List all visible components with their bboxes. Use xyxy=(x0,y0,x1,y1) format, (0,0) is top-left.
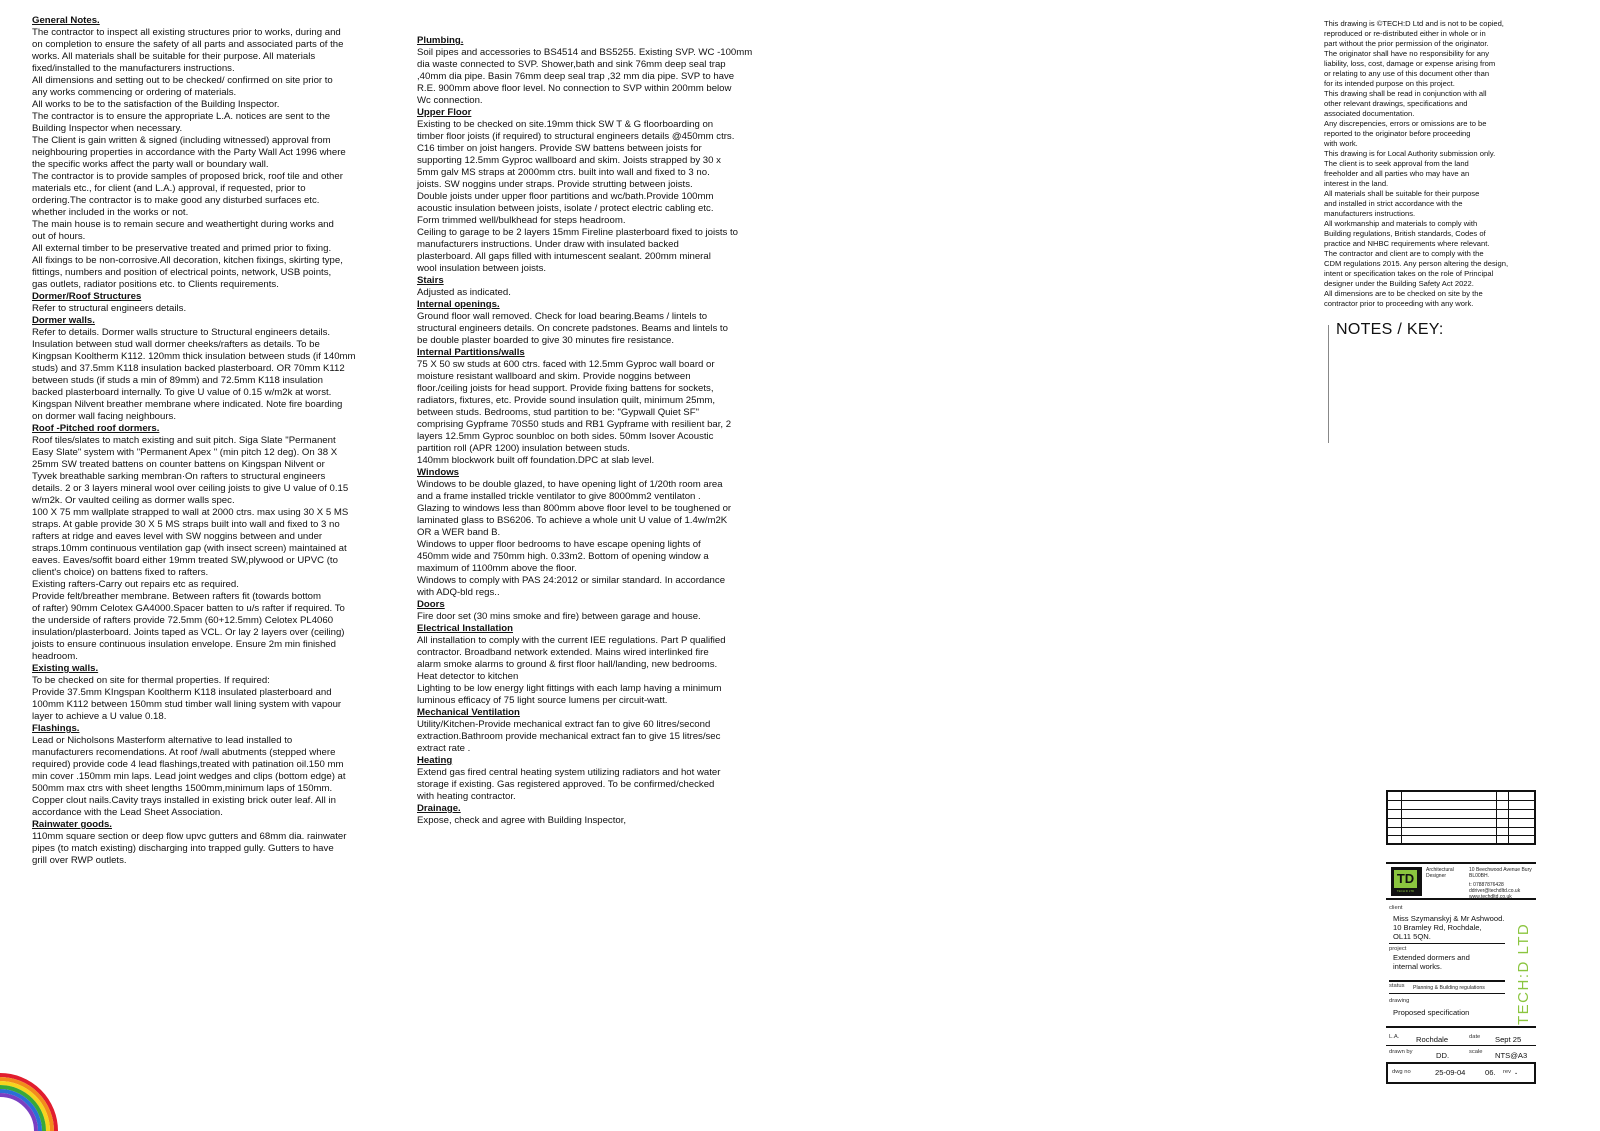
drawn-by-label: drawn by xyxy=(1389,1049,1413,1055)
note-line: studs) and 37.5mm K118 insulation backed plasterboard. OR 70mm K112 xyxy=(32,363,345,374)
copyright-line: Building regulations, British standards, Codes of xyxy=(1324,229,1486,238)
address-line-2: BL00BH. xyxy=(1469,873,1490,879)
copyright-line: freeholder and all parties who may have an xyxy=(1324,169,1470,178)
note-line: manufacturers instructions. Under draw with insulated backed xyxy=(417,239,679,250)
note-line: Utility/Kitchen-Provide mechanical extract fan to give 60 litres/second xyxy=(417,719,711,730)
note-line: Ground floor wall removed. Check for load bearing.Beams / lintels to xyxy=(417,311,708,322)
note-line: structural engineers details. On concrete padstones. Beams and lintels to xyxy=(417,323,728,334)
la-label: L.A. xyxy=(1389,1034,1400,1040)
company-header xyxy=(1386,862,1536,900)
section-heading: Stairs xyxy=(417,275,444,286)
note-line: wool insulation between joists. xyxy=(417,263,547,274)
copyright-line: intent or specification takes on the role of Principal xyxy=(1324,269,1494,278)
address-line-1: 10 Beechwood Avenue Bury xyxy=(1469,867,1532,873)
note-line: fixed/installed to the manufacturers instructions. xyxy=(32,63,235,74)
section-heading: Heating xyxy=(417,755,453,766)
note-line: The contractor is to ensure the appropriate L.A. notices are sent to the xyxy=(32,111,331,122)
scale-label: scale xyxy=(1469,1049,1483,1055)
contact-phone: t: 07887876428 xyxy=(1469,882,1504,888)
note-line: backed plasterboard internally. To give U value of 0.15 w/m2k at worst. xyxy=(32,387,332,398)
note-line: All fixings to be non-corrosive.All decoration, kitchen fixings, skirting type, xyxy=(32,255,343,266)
copyright-line: other relevant drawings, specifications and xyxy=(1324,99,1468,108)
note-line: Ceiling to garage to be 2 layers 15mm Fireline plasterboard fixed to joists to xyxy=(417,227,739,238)
contact-web: www.techdltd.co.uk xyxy=(1469,894,1512,900)
note-line: on dormer wall facing neighbours. xyxy=(32,411,176,422)
note-line: ,40mm dia pipe. Basin 76mm deep seal trap ,32 mm dia pipe. SVP to have xyxy=(417,71,735,82)
copyright-line: All materials shall be suitable for their purpose xyxy=(1324,189,1480,198)
note-line: manufacturers recomendations. At roof /wall abutments (stepped where xyxy=(32,747,336,758)
note-line: comprising Gypframe 70S50 studs and RB1 Gypframe with resilient bar, 2 xyxy=(417,419,732,430)
note-line: Form trimmed well/bulkhead for steps headroom. xyxy=(417,215,626,226)
note-line: details. 2 or 3 layers mineral wool over ceiling joists to give U value of 0.15 xyxy=(32,483,349,494)
copyright-line: The client is to seek approval from the land xyxy=(1324,159,1469,168)
note-line: maximum of 1100mm above the floor. xyxy=(417,563,577,574)
status-divider xyxy=(1389,993,1505,994)
note-line: layer to achieve a U value 0.18. xyxy=(32,711,167,722)
note-line: Expose, check and agree with Building Inspector, xyxy=(417,815,627,826)
note-line: Kingpsan Kooltherm K112. 120mm thick insulation between studs (if 140mm xyxy=(32,351,356,362)
copyright-line: CDM regulations 2015. Any person altering the design, xyxy=(1324,259,1509,268)
note-line: storage if existing. Gas registered approved. To be confirmed/checked xyxy=(417,779,715,790)
note-line: Refer to details. Dormer walls structure to Structural engineers details. xyxy=(32,327,331,338)
copyright-line: or relating to any use of this document other than xyxy=(1324,69,1490,78)
note-line: timber floor joists (if required) to structural engineers details @450mm ctrs. xyxy=(417,131,735,142)
section-heading: Internal Partitions/walls xyxy=(417,347,525,358)
dwg-number-box xyxy=(1386,1062,1536,1084)
copyright-line: This drawing is ©TECH:D Ltd and is not to be copied, xyxy=(1324,19,1504,28)
note-line: Lighting to be low energy light fittings with each lamp having a minimum xyxy=(417,683,722,694)
rainbow-logo xyxy=(0,1040,62,1131)
note-line: Double joists under upper floor partitions and wc/bath.Provide 100mm xyxy=(417,191,714,202)
contact-email: ddriver@techdltd.co.uk xyxy=(1469,888,1521,894)
brand-vertical-text: TECH:D LTD xyxy=(1515,922,1532,1025)
revision-table xyxy=(1386,790,1536,845)
note-line: plasterboard. All gaps filled with intumescent sealant. 200mm mineral xyxy=(417,251,711,262)
note-line: rafters at ridge and eaves level with SW noggins between and under xyxy=(32,531,323,542)
note-line: 100 X 75 mm wallplate strapped to wall at 2000 ctrs. max using 30 X 5 MS xyxy=(32,507,349,518)
note-line: w/m2k. Or vaulted ceiling as dormer walls spec. xyxy=(32,495,235,506)
note-line: client's choice) on battens fixed to rafters. xyxy=(32,567,209,578)
note-line: All external timber to be preservative treated and primed prior to fixing. xyxy=(32,243,332,254)
copyright-line: The originator shall have no responsibility for any xyxy=(1324,49,1490,58)
la-value: Rochdale xyxy=(1416,1035,1449,1044)
note-line: Insulation between stud wall dormer cheeks/rafters as details. To be xyxy=(32,339,320,350)
note-line: accordance with the Lead Sheet Association. xyxy=(32,807,223,818)
note-line: dia waste connected to SVP. Shower,bath and sink 76mm deep seal trap xyxy=(417,59,726,70)
note-line: straps. At gable provide 30 X 5 MS straps built into wall and fixed to 3 no xyxy=(32,519,340,530)
copyright-line: This drawing shall be read in conjunction with all xyxy=(1324,89,1487,98)
copyright-line: All dimensions are to be checked on site by the xyxy=(1324,289,1483,298)
note-line: Provide felt/breather membrane. Between rafters fit (towards bottom xyxy=(32,591,322,602)
copyright-line: liability, loss, cost, damage or expense arising from xyxy=(1324,59,1496,68)
note-line: fittings, numbers and position of electrical points, network, USB points, xyxy=(32,267,332,278)
note-line: 25mm SW treated battens on counter battens on Kingspan Nilvent or xyxy=(32,459,325,470)
note-line: 5mm galv MS straps at 2000mm ctrs. built into wall and fixed to 3 no. xyxy=(417,167,710,178)
note-line: Easy Slate" system with "Permanent Apex " (min pitch 12 deg). On 38 X xyxy=(32,447,338,458)
note-line: between studs. Bedrooms, stud partition to be: "Gypwall Quiet SF" xyxy=(417,407,699,418)
section-heading: Windows xyxy=(417,467,460,478)
note-line: C16 timber on joist hangers. Provide SW battens between joists for xyxy=(417,143,702,154)
copyright-line: manufacturers instructions. xyxy=(1324,209,1416,218)
general-notes-column xyxy=(32,15,356,867)
note-line: All installation to comply with the current IEE regulations. Part P qualified xyxy=(417,635,726,646)
note-line: neighbouring properties in accordance with the Party Wall Act 1996 where xyxy=(32,147,346,158)
note-line: of rafter) 90mm Celotex GA4000.Spacer batten to u/s rafter if required. To xyxy=(32,603,345,614)
note-line: min cover .150mm min laps. Lead joint wedges and clips (bottom edge) at xyxy=(32,771,346,782)
section-heading: Existing walls. xyxy=(32,663,99,674)
note-line: Roof tiles/slates to match existing and suit pitch. Siga Slate "Permanent xyxy=(32,435,336,446)
note-line: headroom. xyxy=(32,651,78,662)
client-line-1: Miss Szymanskyj & Mr Ashwood. xyxy=(1393,914,1505,923)
copyright-line: designer under the Building Safety Act 2022. xyxy=(1324,279,1474,288)
note-line: The main house is to remain secure and weathertight during works and xyxy=(32,219,334,230)
note-line: Soil pipes and accessories to BS4514 and BS5255. Existing SVP. WC -100mm xyxy=(417,47,753,58)
copyright-line: Any discrepencies, errors or omissions are to be xyxy=(1324,119,1487,128)
specification-notes-column xyxy=(417,35,752,827)
note-line: Copper clout nails.Cavity trays installed in existing brick outer leaf. All in xyxy=(32,795,336,806)
project-label: project xyxy=(1389,946,1407,952)
note-line: luminous efficacy of 75 light source lumens per circuit-watt. xyxy=(417,695,668,706)
sheet-number: 06. xyxy=(1485,1068,1496,1077)
client-divider xyxy=(1389,943,1505,944)
note-line: 75 X 50 sw studs at 600 ctrs. faced with 12.5mm Gyproc wall board or xyxy=(417,359,715,370)
note-line: The Client is gain written & signed (including witnessed) approval from xyxy=(32,135,331,146)
la-divider xyxy=(1386,1045,1536,1046)
note-line: works. All materials shall be suitable for their purpose. All materials xyxy=(32,51,316,62)
note-line: pipes (to match existing) discharging into trapped gully. Gutters to have xyxy=(32,843,334,854)
copyright-line: part without the prior permission of the originator. xyxy=(1324,39,1489,48)
note-line: Glazing to windows less than 800mm above floor level to be toughened or xyxy=(417,503,732,514)
section-heading: Roof -Pitched roof dormers. xyxy=(32,423,160,434)
note-line: 140mm blockwork built off foundation.DPC at slab level. xyxy=(417,455,655,466)
status-value: Planning & Building regulations xyxy=(1413,985,1485,991)
dwg-no-value: 25-09-04 xyxy=(1435,1068,1466,1077)
rev-label: rev xyxy=(1503,1069,1512,1075)
note-line: joists. SW noggins under straps. Provide strutting between joists. xyxy=(417,179,693,190)
note-line: alarm smoke alarms to ground & first floor hall/landing, new bedrooms. xyxy=(417,659,718,670)
note-line: floor./ceiling joists for head support. Provide fixing battens for sockets, xyxy=(417,383,714,394)
logo-mark: TD xyxy=(1394,870,1417,888)
client-line-2: 10 Bramley Rd, Rochdale, xyxy=(1393,923,1482,932)
section-heading: Upper Floor xyxy=(417,107,472,118)
note-line: Building Inspector when necessary. xyxy=(32,123,183,134)
copyright-line: for its intended purpose on this project. xyxy=(1324,79,1455,88)
note-line: the underside of rafters provide 72.5mm (60+12.5mm) Celotex PL4060 xyxy=(32,615,334,626)
project-line-1: Extended dormers and xyxy=(1393,953,1470,962)
note-line: Kingspan Nilvent breather membrane where indicated. Note fire boarding xyxy=(32,399,343,410)
note-line: Existing to be checked on site.19mm thick SW T & G floorboarding on xyxy=(417,119,714,130)
note-line: extraction.Bathroom provide mechanical extract fan to give 15 litres/sec xyxy=(417,731,721,742)
copyright-line: and installed in strict accordance with the xyxy=(1324,199,1463,208)
copyright-line: with work. xyxy=(1324,139,1358,148)
note-line: The contractor is to provide samples of proposed brick, roof tile and other xyxy=(32,171,343,182)
note-line: laminated glass to BS6206. To achieve a whole unit U value of 1.4w/m2K xyxy=(417,515,728,526)
note-line: and a frame installed trickle ventilator to give 8000mm2 ventilaton . xyxy=(417,491,701,502)
date-value: Sept 25 xyxy=(1495,1035,1522,1044)
note-line: partition roll (APR 1200) insulation between studs. xyxy=(417,443,630,454)
note-line: Tyvek breathable sarking membran·On rafters to structural engineers xyxy=(32,471,326,482)
note-line: on completion to ensure the safety of all parts and associated parts of the xyxy=(32,39,344,50)
drawing-label: drawing xyxy=(1389,998,1410,1004)
note-line: Wc connection. xyxy=(417,95,483,106)
note-line: Provide 37.5mm KIngspan Kooltherm K118 insulated plasterboard and xyxy=(32,687,332,698)
section-heading: Plumbing. xyxy=(417,35,464,46)
copyright-line: practice and NHBC requirements where relevant. xyxy=(1324,239,1490,248)
note-line: layers 12.5mm Gyproc sounbloc on both sides. 50mm Isover Acoustic xyxy=(417,431,714,442)
section-heading: Flashings. xyxy=(32,723,80,734)
note-line: be double plaster boarded to give 30 minutes fire resistance. xyxy=(417,335,675,346)
note-line: To be checked on site for thermal properties. If required: xyxy=(32,675,270,686)
logo-subtext: TECH:D LTD xyxy=(1396,889,1415,893)
note-line: with heating contractor. xyxy=(417,791,516,802)
note-line: contractor. Broadband network extended. Mains wired interlinked fire xyxy=(417,647,709,658)
note-line: between studs (if studs a min of 89mm) and 72.5mm K118 insulation xyxy=(32,375,323,386)
client-label: client xyxy=(1389,905,1403,911)
tech-d-logo xyxy=(1391,867,1422,896)
note-line: extract rate . xyxy=(417,743,471,754)
note-line: Lead or Nicholsons Masterform alternative to lead installed to xyxy=(32,735,293,746)
note-line: moisture resistant wallboard and skim. Provide noggins between xyxy=(417,371,691,382)
note-line: OR a WER band B. xyxy=(417,527,501,538)
note-line: 110mm square section or deep flow upvc gutters and 68mm dia. rainwater xyxy=(32,831,347,842)
note-line: All works to be to the satisfaction of the Building Inspector. xyxy=(32,99,280,110)
note-line: whether included in the works or not. xyxy=(32,207,189,218)
note-line: materials etc., for client (and L.A.) approval, if requested, prior to xyxy=(32,183,306,194)
role-line-2: Designer xyxy=(1426,873,1447,879)
section-heading: Dormer walls. xyxy=(32,315,95,326)
note-line: All dimensions and setting out to be checked/ confirmed on site prior to xyxy=(32,75,333,86)
copyright-line: The contractor and client are to comply with the xyxy=(1324,249,1484,258)
section-heading: Dormer/Roof Structures xyxy=(32,291,142,302)
rev-value: . xyxy=(1515,1067,1518,1076)
copyright-notes xyxy=(1324,19,1508,309)
note-line: Heat detector to kitchen xyxy=(417,671,519,682)
note-line: radiators, fixtures, etc. Provide sound insulation quilt, minimum 25mm, xyxy=(417,395,716,406)
note-line: Windows to upper floor bedrooms to have escape opening lights of xyxy=(417,539,701,550)
drawing-divider xyxy=(1386,1026,1536,1028)
note-line: Windows to be double glazed, to have opening light of 1/20th room area xyxy=(417,479,723,490)
note-line: eaves. Eaves/soffit board either 19mm treated SW,plywood or UPVC (to xyxy=(32,555,338,566)
title-block xyxy=(1386,862,1536,1084)
note-line: any works commencing or ordering of materials. xyxy=(32,87,237,98)
note-line: Fire door set (30 mins smoke and fire) between garage and house. xyxy=(417,611,701,622)
section-heading: General Notes. xyxy=(32,15,100,26)
note-line: grill over RWP outlets. xyxy=(32,855,127,866)
project-line-2: internal works. xyxy=(1393,962,1442,971)
note-line: gas outlets, radiator positions etc. to Clients requirements. xyxy=(32,279,279,290)
note-line: required) provide code 4 lead flashings,treated with patination oil.150 mm xyxy=(32,759,344,770)
drawing-title: Proposed specification xyxy=(1393,1008,1470,1017)
copyright-line: contractor prior to proceeding with any work. xyxy=(1324,299,1474,308)
note-line: 100mm K112 between 150mm stud timber wall lining system with vapour xyxy=(32,699,342,710)
copyright-line: reported to the originator before proceeding xyxy=(1324,129,1471,138)
section-heading: Mechanical Ventilation xyxy=(417,707,520,718)
section-heading: Internal openings. xyxy=(417,299,500,310)
client-line-3: OL11 5QN. xyxy=(1393,932,1431,941)
note-line: supporting 12.5mm Gyproc wallboard and skim. Joists strapped by 30 x xyxy=(417,155,721,166)
section-heading: Rainwater goods. xyxy=(32,819,112,830)
note-line: Windows to comply with PAS 24:2012 or similar standard. In accordance xyxy=(417,575,726,586)
note-line: 450mm wide and 750mm high. 0.33m2. Bottom of opening window a xyxy=(417,551,709,562)
note-line: 500mm max ctrs with sheet lengths 1500mm,minimum laps of 150mm. xyxy=(32,783,333,794)
note-line: Existing rafters-Carry out repairs etc as required. xyxy=(32,579,239,590)
note-line: Extend gas fired central heating system utilizing radiators and hot water xyxy=(417,767,721,778)
scale-value: NTS@A3 xyxy=(1495,1051,1528,1060)
note-line: straps.10mm continuous ventilation gap (with insect screen) maintained at xyxy=(32,543,347,554)
status-label: status xyxy=(1389,983,1405,989)
drawn-by-value: DD. xyxy=(1436,1051,1450,1060)
copyright-line: interest in the land. xyxy=(1324,179,1389,188)
project-divider xyxy=(1389,980,1505,982)
note-line: with ADQ-bld regs.. xyxy=(417,587,500,598)
role-line-1: Architectural xyxy=(1426,867,1454,873)
date-label: date xyxy=(1469,1034,1481,1040)
copyright-line: This drawing is for Local Authority submission only. xyxy=(1324,149,1496,158)
note-line: Refer to structural engineers details. xyxy=(32,303,187,314)
copyright-line: All workmanship and materials to comply with xyxy=(1324,219,1478,228)
section-heading: Electrical Installation xyxy=(417,623,513,634)
dwg-no-label: dwg no xyxy=(1392,1069,1411,1075)
note-line: The contractor to inspect all existing structures prior to works, during and xyxy=(32,27,341,38)
note-line: ordering.The contractor is to make good any disturbed surfaces etc. xyxy=(32,195,320,206)
copyright-line: associated documentation. xyxy=(1324,109,1415,118)
note-line: R.E. 900mm above floor level. No connection to SVP within 200mm below xyxy=(417,83,732,94)
note-line: Adjusted as indicated. xyxy=(417,287,511,298)
section-heading: Drainage. xyxy=(417,803,461,814)
note-line: the specific works affect the party wall or boundary wall. xyxy=(32,159,269,170)
notes-key-heading: NOTES / KEY: xyxy=(1336,321,1444,338)
note-line: insulation/plasterboard. Joints taped as VCL. Or lay 2 layers over (ceiling) xyxy=(32,627,345,638)
notes-key-divider xyxy=(1328,325,1329,443)
note-line: acoustic insulation between joists, isolate / protect electric cabling etc. xyxy=(417,203,714,214)
note-line: out of hours. xyxy=(32,231,86,242)
copyright-line: reproduced or re-distributed either in whole or in xyxy=(1324,29,1486,38)
note-line: joists to ensure continuous insulation envelope. Ensure 2m min finished xyxy=(32,639,336,650)
section-heading: Doors xyxy=(417,599,445,610)
